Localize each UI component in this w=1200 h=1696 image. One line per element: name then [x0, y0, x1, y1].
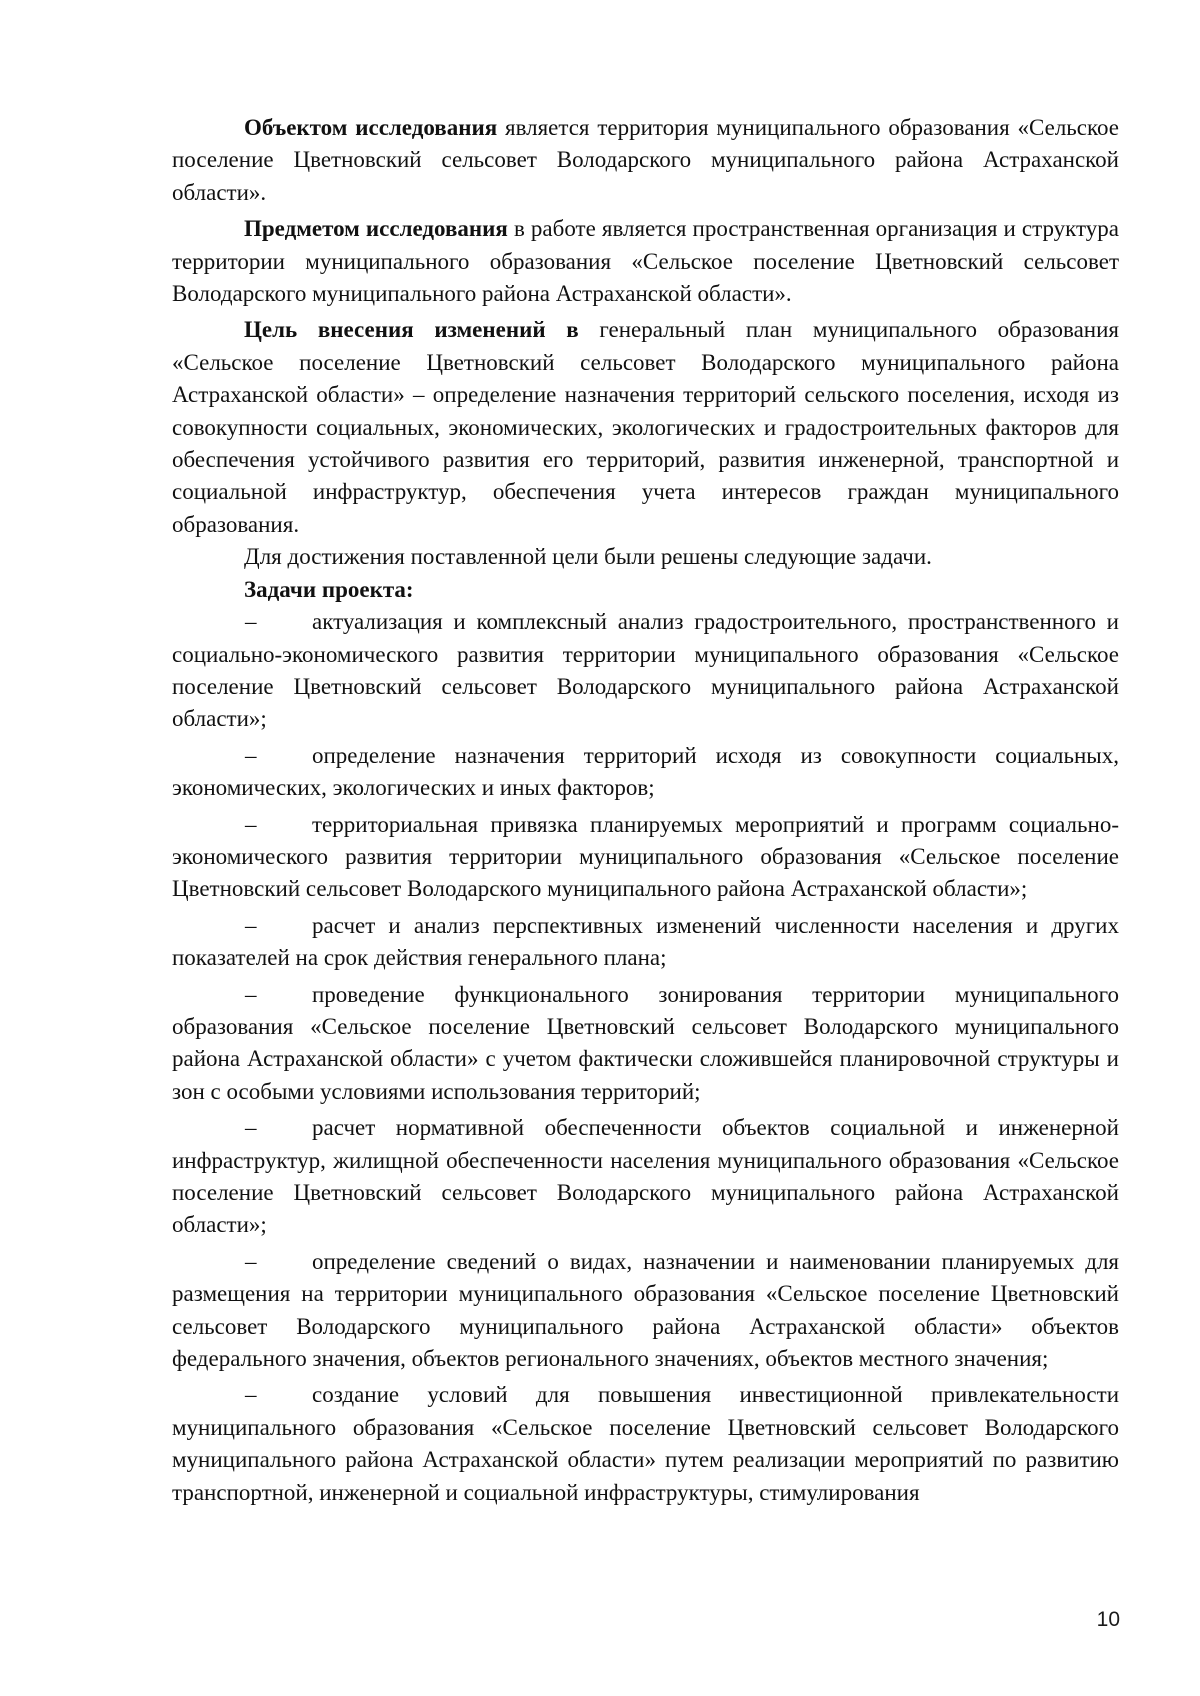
list-item-text: расчет и анализ перспективных изменений численности населения и других показателей на срок действия генерального плана; [172, 912, 1119, 971]
dash-marker: – [245, 981, 257, 1007]
list-item-text: создание условий для повышения инвестиционной привлекательности муниципального образования «Сельское поселение Цветновский сельсовет Володарского муниципального района Астраханской области» путем реализации мероприятий по развитию транспортной, инженерной и социальной инфраструктуры, стимулирования [172, 1382, 1119, 1505]
paragraph-text: в работе является пространственная организация и структура территории муниципального образования «Сельское поселение Цветновский сельсовет Володарского муниципального района Астраханской области». [172, 216, 1119, 307]
paragraph-tasks-intro: Для достижения поставленной цели были решены следующие задачи. [244, 544, 932, 570]
dash-marker: – [245, 912, 257, 938]
dash-marker: – [245, 609, 257, 635]
dash-marker: – [245, 1115, 257, 1141]
paragraph-text: является территория муниципального образования «Сельское поселение Цветновский сельсовет Володарского муниципального района Астраханской области». [172, 115, 1119, 205]
list-item [172, 979, 1119, 1109]
list-item-text: расчет нормативной обеспеченности объектов социальной и инженерной инфраструктур, жилищной обеспеченности населения муниципального образования «Сельское поселение Цветновский сельсовет Володарского муниципального района Астраханской области»; [172, 1115, 1119, 1238]
paragraph-subject [172, 213, 1119, 310]
document-page [172, 112, 1119, 1509]
dash-marker: – [245, 1248, 257, 1274]
paragraph-lead: Цель внесения изменений в [244, 317, 579, 343]
list-item [172, 1379, 1119, 1509]
list-item [172, 740, 1119, 805]
list-item [172, 1112, 1119, 1242]
paragraph-object [172, 112, 1119, 209]
list-item-text: проведение функционального зонирования территории муниципального образования «Сельское поселение Цветновский сельсовет Володарского муниципального района Астраханской области» с учетом фактически сложившейся планировочной структуры и зон с особыми условиями использования территорий; [172, 981, 1119, 1104]
dash-marker: – [245, 742, 257, 768]
dash-marker: – [245, 811, 257, 837]
paragraph-lead: Предметом исследования [244, 216, 508, 242]
list-item [172, 809, 1119, 906]
dash-marker: – [245, 1382, 257, 1408]
list-item-text: актуализация и комплексный анализ градостроительного, пространственного и социально-экономического развития территории муниципального образования «Сельское поселение Цветновский сельсовет Володарского муниципального района Астраханской области»; [172, 609, 1119, 732]
list-item-text: определение сведений о видах, назначении и наименовании планируемых для размещения на территории муниципального образования «Сельское поселение Цветновский сельсовет Володарского муниципального района Астраханской области» объектов федерального значения, объектов регионального значениях, объектов местного значения; [172, 1248, 1119, 1372]
page-number: 10 [1096, 1608, 1120, 1631]
paragraph-goal [172, 314, 1119, 541]
tasks-heading: Задачи проекта: [244, 576, 414, 602]
list-item-text: территориальная привязка планируемых мероприятий и программ социально-экономического развития территории муниципального образования «Сельское поселение Цветновский сельсовет Володарского муниципального района Астраханской области»; [172, 811, 1119, 902]
paragraph-lead: Объектом исследования [244, 115, 498, 140]
list-item [172, 1246, 1119, 1376]
paragraph-text: генеральный план муниципального образования «Сельское поселение Цветновский сельсовет Володарского муниципального района Астраханской области» – определение назначения территорий сельского поселения, исходя из совокупности социальных, экономических, экологических и градостроительных факторов для обеспечения устойчивого развития его территорий, развития инженерной, транспортной и социальной инфраструктур, обеспечения учета интересов граждан муниципального образования. [172, 317, 1120, 537]
list-item-text: определение назначения территорий исходя из совокупности социальных, экономических, экологических и иных факторов; [172, 742, 1119, 801]
list-item [172, 910, 1119, 975]
list-item [172, 606, 1119, 736]
